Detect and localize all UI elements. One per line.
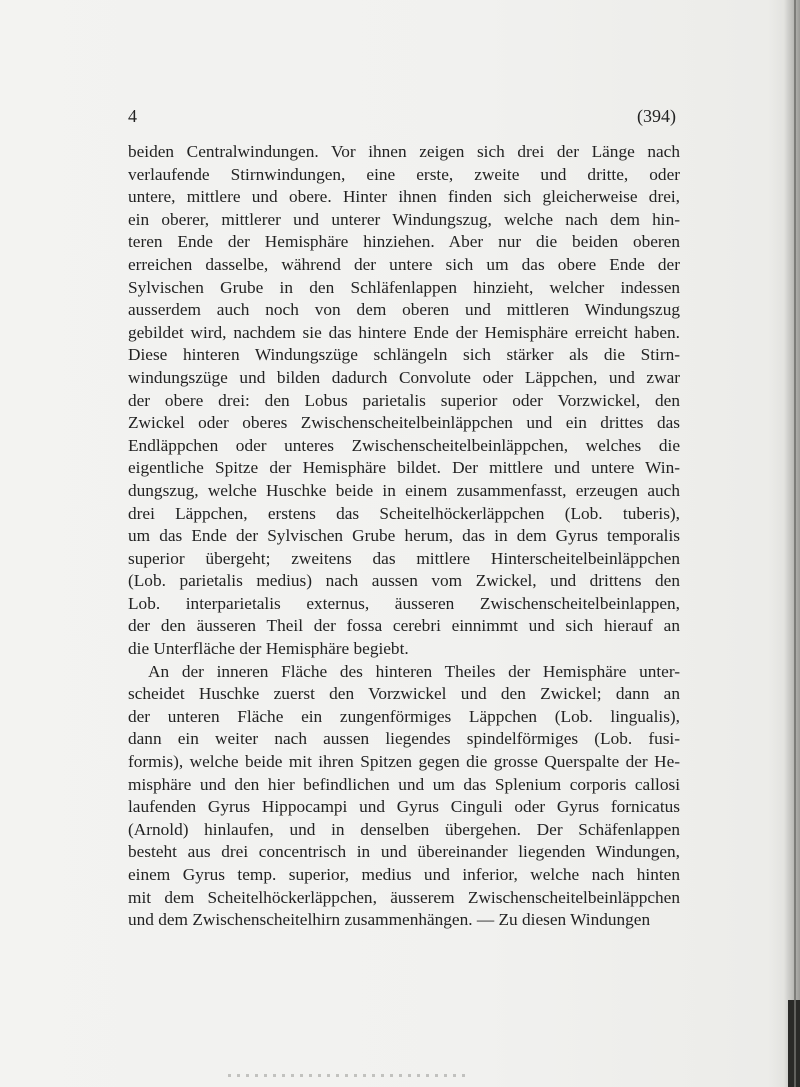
text-line: um das Ende der Sylvischen Grube herum, das in dem Gyrus temporalis — [128, 526, 680, 546]
page-header — [128, 106, 676, 132]
text-line: An der inneren Fläche des hinteren Theiles der Hemisphäre unter- — [148, 661, 680, 681]
page-number: (394) — [637, 106, 676, 126]
text-line: drei Läppchen, erstens das Scheitelhöckerläppchen (Lob. tuberis), — [128, 503, 680, 523]
text-line: beiden Centralwindungen. Vor ihnen zeigen sich drei der Länge nach — [128, 142, 680, 161]
text-line: der unteren Fläche ein zungenförmiges Läppchen (Lob. lingualis), — [128, 706, 680, 726]
text-line: besteht aus drei concentrisch in und übereinander liegenden Windungen, — [128, 842, 680, 862]
text-line: (Arnold) hinlaufen, und in denselben übergehen. Der Schäfenlappen — [128, 819, 680, 839]
text-line: Zwickel oder oberes Zwischenscheitelbeinläppchen und ein drittes das — [128, 413, 680, 433]
text-line: laufenden Gyrus Hippocampi und Gyrus Cinguli oder Gyrus fornicatus — [128, 797, 680, 817]
text-line: dann ein weiter nach aussen liegendes spindelförmiges (Lob. fusi- — [128, 729, 680, 749]
page-edge-shadow — [784, 0, 800, 1087]
signature-mark: 4 — [128, 106, 137, 126]
text-line: misphäre und den hier befindlichen und um das Splenium corporis callosi — [128, 774, 680, 794]
text-line: verlaufende Stirnwindungen, eine erste, zweite und dritte, oder — [128, 164, 680, 184]
text-line: Sylvischen Grube in den Schläfenlappen hinzieht, welcher indessen — [128, 277, 680, 297]
text-line: windungszüge und bilden dadurch Convolute oder Läppchen, und zwar — [128, 367, 680, 387]
scan-artifact — [228, 1074, 468, 1077]
text-line: erreichen dasselbe, während der untere sich um das obere Ende der — [128, 254, 680, 274]
text-line: gebildet wird, nachdem sie das hintere Ende der Hemisphäre erreicht haben. — [128, 322, 680, 342]
text-line: und dem Zwischenscheitelhirn zusammenhängen. — Zu diesen Windungen — [128, 910, 651, 930]
text-line: ein oberer, mittlerer und unterer Windungszug, welche nach dem hin- — [128, 209, 680, 229]
text-line: (Lob. parietalis medius) nach aussen vom Zwickel, und drittens den — [128, 571, 680, 591]
text-line: Endläppchen oder unteres Zwischenscheitelbeinläppchen, welches die — [128, 435, 680, 455]
text-line: mit dem Scheitelhöckerläppchen, äusserem Zwischenscheitelbeinläppchen — [128, 887, 680, 907]
paragraph-end-line: die Unterfläche der Hemisphäre begiebt. — [128, 639, 409, 659]
text-line: der obere drei: den Lobus parietalis superior oder Vorzwickel, den — [128, 390, 680, 410]
text-line: scheidet Huschke zuerst den Vorzwickel und den Zwickel; dann an — [128, 684, 680, 704]
text-line: formis), welche beide mit ihren Spitzen gegen die grosse Querspalte der He- — [128, 752, 680, 772]
body-text — [128, 141, 680, 932]
text-line: eigentliche Spitze der Hemisphäre bildet. Der mittlere und untere Win- — [128, 458, 680, 478]
text-line: superior übergeht; zweitens das mittlere Hinterscheitelbeinläppchen — [128, 548, 680, 568]
text-line: Lob. interparietalis externus, äusseren Zwischenscheitelbeinlappen, — [128, 593, 680, 613]
text-line: teren Ende der Hemisphäre hinziehen. Aber nur die beiden oberen — [128, 232, 680, 252]
text-line: dungszug, welche Huschke beide in einem zusammenfasst, erzeugen auch — [128, 480, 680, 500]
text-line: der den äusseren Theil der fossa cerebri einnimmt und sich hierauf an — [128, 616, 680, 636]
text-line: untere, mittlere und obere. Hinter ihnen finden sich gleicherweise drei, — [128, 187, 680, 207]
text-line: Diese hinteren Windungszüge schlängeln sich stärker als die Stirn- — [128, 345, 680, 365]
text-line: einem Gyrus temp. superior, medius und inferior, welche nach hinten — [128, 865, 680, 884]
text-line: ausserdem auch noch von dem oberen und mittleren Windungszug — [128, 300, 680, 320]
